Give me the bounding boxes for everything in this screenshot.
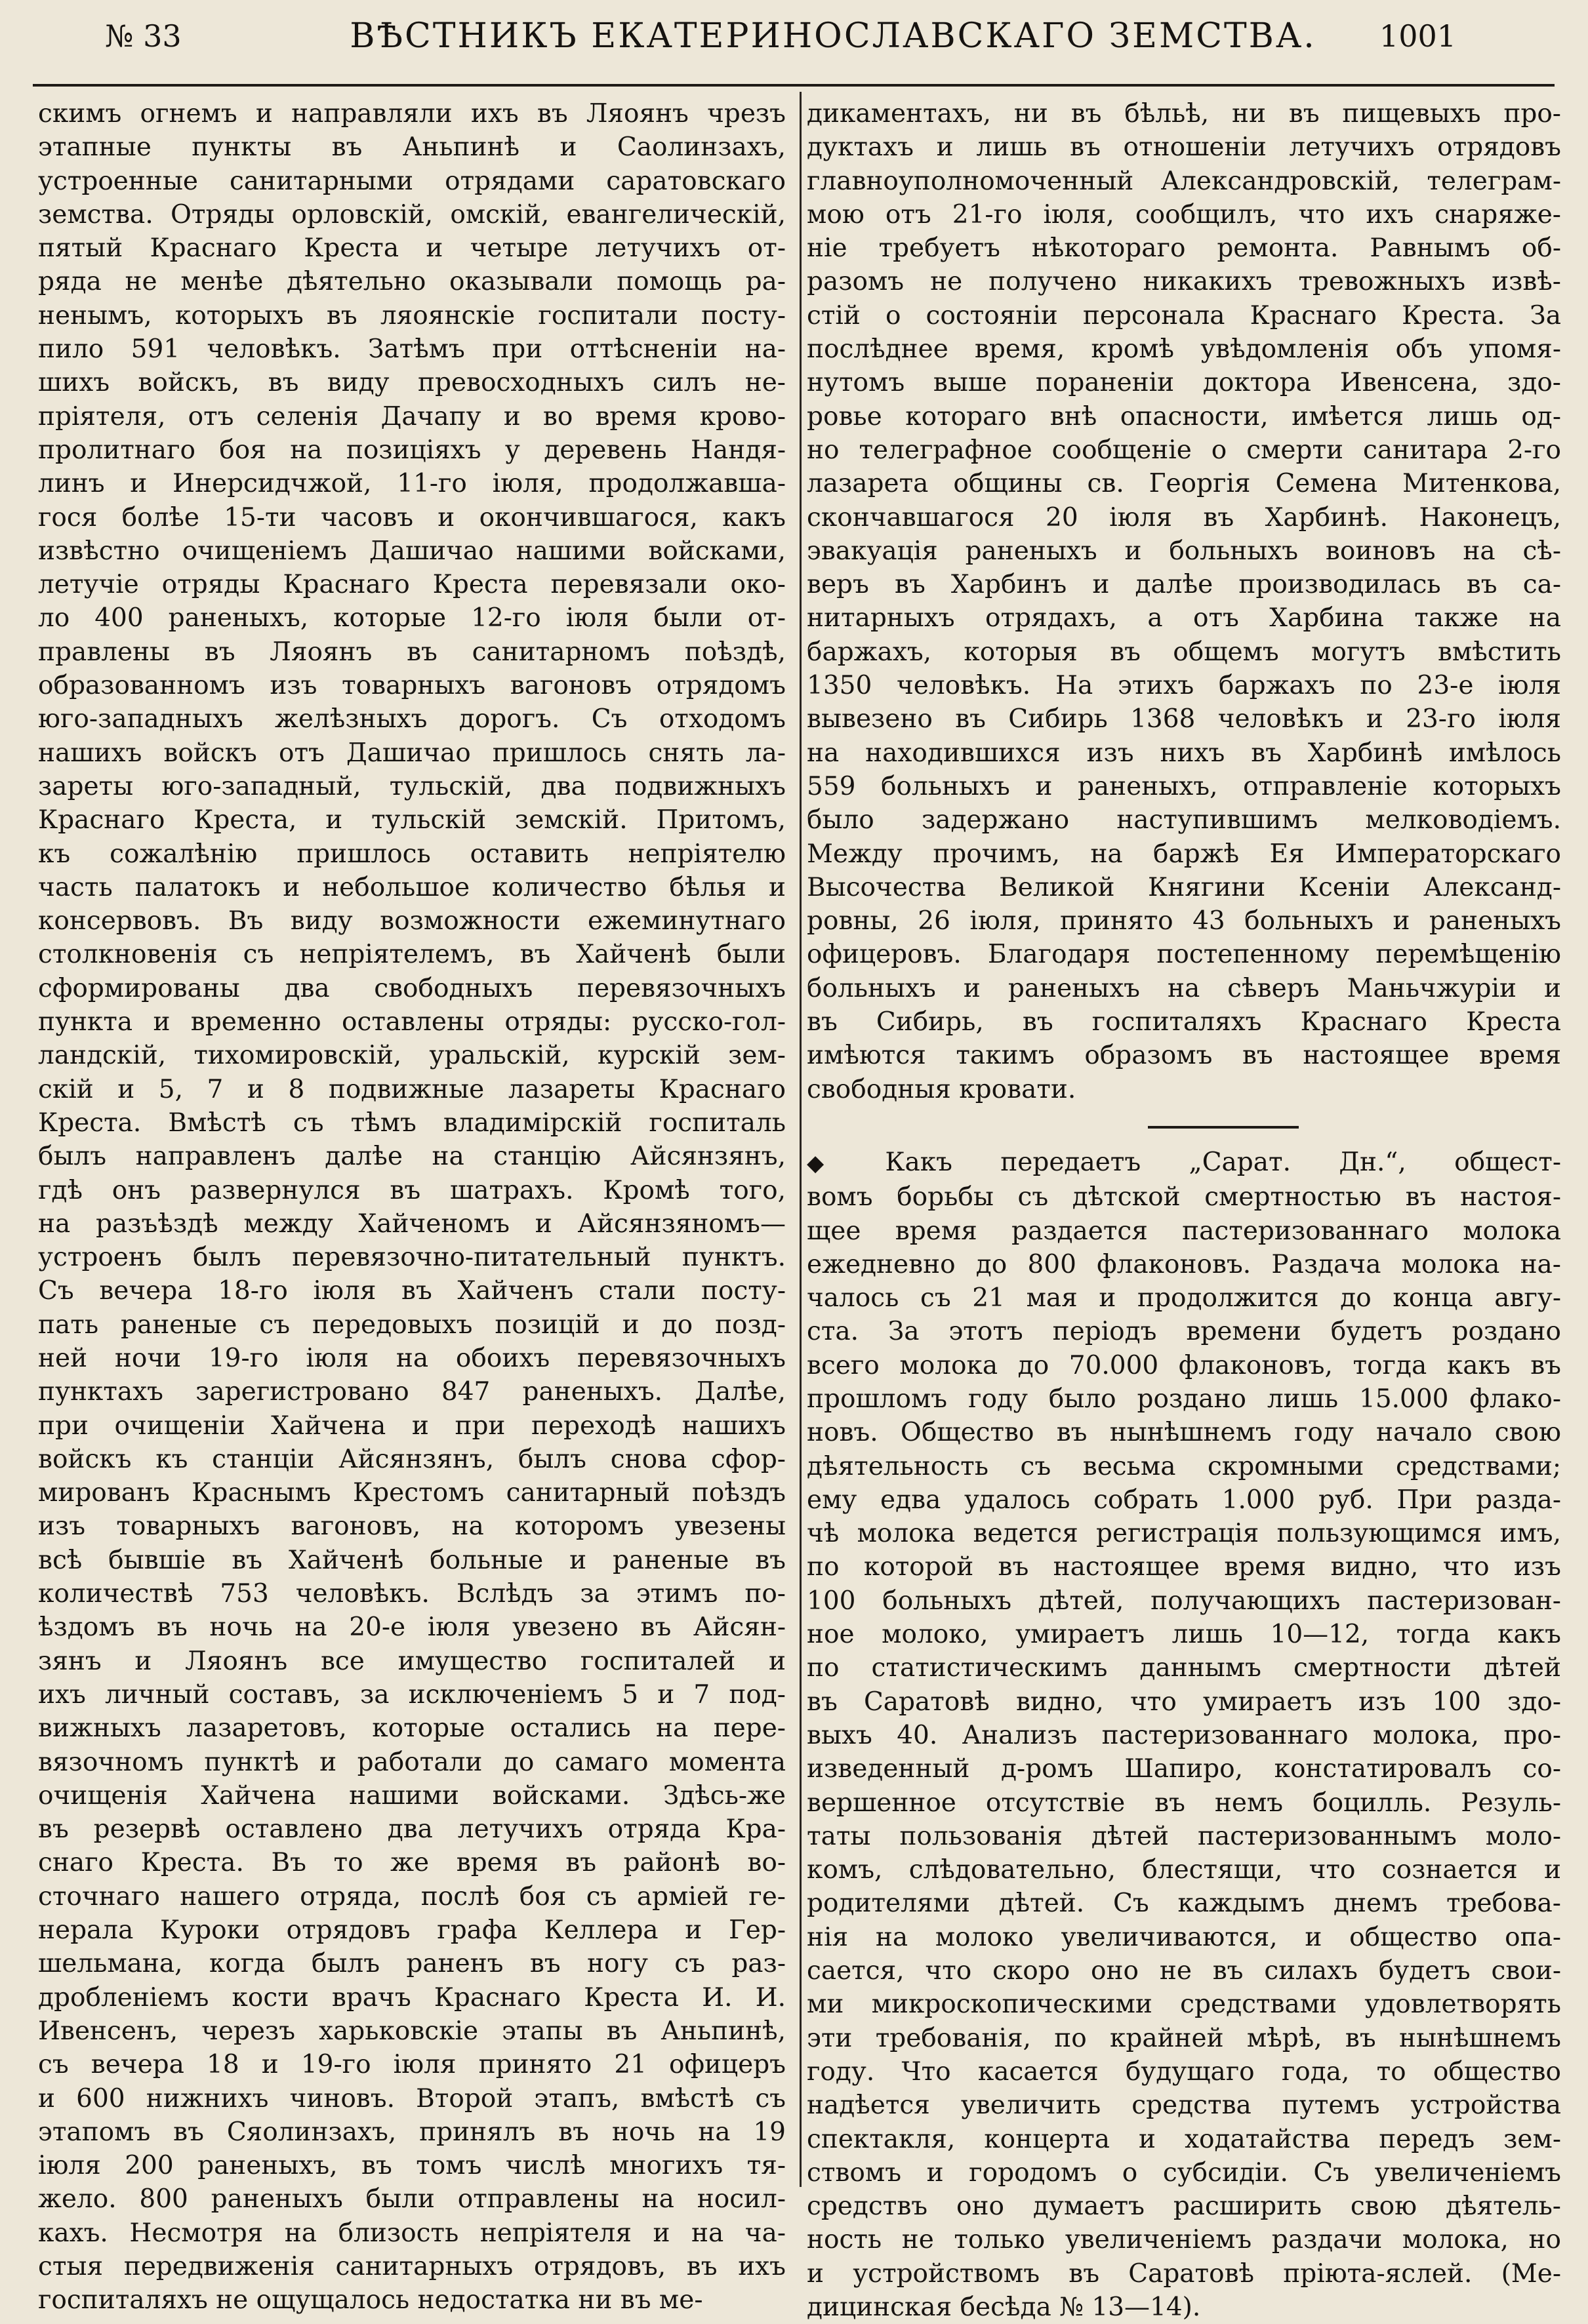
text-line: эвакуація раненыхъ и больныхъ воиновъ на сѣ- [807,536,1561,566]
text-line: іюля 200 раненыхъ, въ томъ числѣ многихъ тя- [38,2151,786,2181]
text-line: Креста. Вмѣстѣ съ тѣмъ владимірскій госпиталь [38,1108,786,1138]
text-line: стыя передвиженія санитарныхъ отрядовъ, въ ихъ [38,2252,786,2281]
milk-article [807,1146,1561,2324]
text-line: ніе требуетъ нѣкотораго ремонта. Равнымъ об- [807,233,1561,264]
text-line: ѣздомъ въ ночь на 20-е іюля увезено въ Айсян- [38,1613,786,1643]
text-line: извѣстно очищеніемъ Дашичао нашими войсками, [38,536,786,566]
text-line: новъ. Общество въ нынѣшнемъ году начало свою [807,1418,1561,1448]
text-line: и устройствомъ въ Саратовѣ пріюта-яслей. (Ме- [807,2258,1561,2289]
text-line: свободныя кровати. [807,1074,1076,1104]
text-line: пятый Краснаго Креста и четыре летучихъ от- [38,233,786,264]
text-line: веръ въ Харбинъ и далѣе производилась въ са- [807,570,1561,600]
text-line: лазарета общины св. Георгія Семена Митенкова, [807,469,1561,499]
text-line: имѣются такимъ образомъ въ настоящее время [807,1041,1561,1071]
text-line: земства. Отряды орловскій, омскій, евангелическій, [38,199,786,230]
text-line: году. Что касается будущаго года, то общество [807,2056,1561,2087]
text-line: выхъ 40. Анализъ пастеризованнаго молока, про- [807,1720,1561,1750]
text-line: жело. 800 раненыхъ были отправлены на носил- [38,2184,786,2214]
text-line: ста. За этотъ періодъ времени будетъ роздано [807,1317,1561,1347]
text-line: пролитнаго боя на позиціяхъ у деревень Нандя- [38,435,786,465]
text-line: мированъ Краснымъ Крестомъ санитарный поѣздъ [38,1478,786,1508]
text-line: скимъ огнемъ и направляли ихъ въ Ляоянъ чрезъ [38,99,786,129]
text-line: дуктахъ и лишь въ отношеніи летучихъ отрядовъ [807,132,1561,163]
text-line: сточнаго нашего отряда, послѣ боя съ арміей ге- [38,1881,786,1912]
text-line: прошломъ году было роздано лишь 15.000 флако- [807,1384,1561,1414]
text-line: вершенное отсутствіе въ немъ боцилль. Резуль- [807,1788,1561,1818]
text-line: ное молоко, умираетъ лишь 10—12, тогда какъ [807,1620,1561,1650]
text-line: ландскій, тихомировскій, уральскій, курскій зем- [38,1041,786,1071]
text-line: таты пользованія дѣтей пастеризованнымъ моло- [807,1821,1561,1851]
text-line: при очищеніи Хайчена и при переходѣ нашихъ [38,1411,786,1441]
text-line: изведенный д-ромъ Шапиро, констатировалъ со- [807,1754,1561,1784]
text-line: ми микроскопическими средствами удовлетворять [807,1990,1561,2020]
header-rule [33,84,1555,87]
text-line: вомъ борьбы съ дѣтской смертностью въ настоя- [807,1182,1561,1212]
text-line: сформированы два свободныхъ перевязочныхъ [38,973,786,1003]
issue-number: № 33 [105,18,182,54]
text-line: изъ товарныхъ вагоновъ, на которомъ увезены [38,1512,786,1542]
text-line: было задержано наступившимъ мелководіемъ. [807,805,1561,835]
text-line: надѣется увеличить средства путемъ устройства [807,2091,1561,2121]
text-line: по которой въ настоящее время видно, что изъ [807,1552,1561,1582]
text-line: ло 400 раненыхъ, которые 12-го іюля были от- [38,603,786,633]
text-line: нутомъ выше пораненіи доктора Ивенсена, здо- [807,368,1561,398]
column-divider [800,92,802,2187]
text-line: пило 591 человѣкъ. Затѣмъ при оттѣсненіи на- [38,334,786,365]
text-line: офицеровъ. Благодаря постепенному перемѣщенію [807,940,1561,970]
text-line: чѣ молока ведется регистрація пользующимся имъ, [807,1519,1561,1549]
text-line: дикаментахъ, ни въ бѣльѣ, ни въ пищевыхъ про- [807,99,1561,129]
text-line: ихъ личный составъ, за исключеніемъ 5 и 7 под- [38,1679,786,1710]
text-line: всѣ бывшіе въ Хайченѣ больные и раненые въ [38,1545,786,1575]
text-line: ему едва удалось собрать 1.000 руб. При разда- [807,1485,1561,1515]
text-line: средствъ оно думаетъ расширить свою дѣятель- [807,2192,1561,2222]
text-line: пункта и временно оставлены отряды: русско-гол- [38,1007,786,1037]
text-line: этапомъ въ Сяолинзахъ, принялъ въ ночь на 19 [38,2117,786,2147]
text-line: ежедневно до 800 флаконовъ. Раздача молока на- [807,1249,1561,1279]
text-line: ность не только увеличеніемъ раздачи молока, но [807,2225,1561,2255]
text-line: эти требованія, по крайней мѣрѣ, въ нынѣшнемъ [807,2023,1561,2053]
text-line: пать раненые съ передовыхъ позицій и до позд- [38,1310,786,1340]
text-line: комъ, слѣдовательно, блестящи, что сознается и [807,1855,1561,1885]
journal-title: ВѢСТНИКЪ ЕКАТЕРИНОСЛАВСКАГО ЗЕМСТВА. [350,16,1316,56]
text-line: щее время раздается пастеризованнаго молока [807,1216,1561,1246]
text-line: кахъ. Несмотря на близость непріятеля и на ча- [38,2218,786,2248]
text-line: ствомъ и городомъ о субсидіи. Съ увеличеніемъ [807,2157,1561,2188]
text-line: 100 больныхъ дѣтей, получающихъ пастеризован- [807,1586,1561,1616]
text-line: баржахъ, которыя въ общемъ могутъ вмѣстить [807,637,1561,667]
text-line: 1350 человѣкъ. На этихъ баржахъ по 23-е іюля [807,671,1561,701]
text-line: ровье котораго внѣ опасности, имѣется лишь од- [807,401,1561,431]
text-line: нія на молоко увеличиваются, и общество опа- [807,1922,1561,1952]
text-line: зянъ и Ляоянъ все имущество госпиталей и [38,1646,786,1676]
text-line: зареты юго-западный, тульскій, два подвижныхъ [38,771,786,801]
text-line: въ Саратовѣ видно, что умираетъ изъ 100 здо- [807,1687,1561,1717]
text-line: столкновенія съ непріятелемъ, въ Хайченѣ были [38,940,786,970]
text-line: консервовъ. Въ виду возможности ежеминутнаго [38,906,786,936]
text-line: правлены въ Ляоянъ въ санитарномъ поѣздѣ, [38,637,786,667]
text-line: очищенія Хайчена нашими войсками. Здѣсь-же [38,1780,786,1811]
text-line: послѣднее время, кромѣ увѣдомленія объ упомя- [807,334,1561,365]
text-line: пріятеля, отъ селенія Дачапу и во время крово- [38,401,786,431]
text-line: и 600 нижнихъ чиновъ. Второй этапъ, вмѣстѣ съ [38,2083,786,2114]
text-line: больныхъ и раненыхъ на сѣверъ Маньчжуріи и [807,973,1561,1003]
text-line: Краснаго Креста, и тульскій земскій. Притомъ, [38,805,786,835]
text-line: дѣятельность съ весьма скромными средствами; [807,1451,1561,1481]
text-line: вижныхъ лазаретовъ, которые остались на пере- [38,1713,786,1744]
text-line: скій и 5, 7 и 8 подвижные лазареты Краснаго [38,1074,786,1104]
text-line: стій о состояніи персонала Краснаго Креста. За [807,300,1561,331]
text-line: на находившихся изъ нихъ въ Харбинѣ имѣлось [807,738,1561,768]
text-line: главноуполномоченный Александровскій, телеграм- [807,166,1561,196]
text-line: въ Сибирь, въ госпиталяхъ Краснаго Креста [807,1007,1561,1037]
text-line: гдѣ онъ развернулся въ шатрахъ. Кромѣ того, [38,1175,786,1205]
text-line: дицинская бесѣда № 13—14). [807,2293,1201,2322]
text-line: вывезено въ Сибирь 1368 человѣкъ и 23-го іюля [807,704,1561,734]
text-line: войскъ къ станціи Айсянзянъ, былъ снова сфор- [38,1444,786,1474]
text-line: разомъ не получено никакихъ тревожныхъ извѣ- [807,267,1561,297]
text-line: въ резервѣ оставлено два летучихъ отряда Кра- [38,1814,786,1845]
text-line: родителями дѣтей. Съ каждымъ днемъ требова- [807,1889,1561,1919]
text-line: снаго Креста. Въ то же время въ районѣ во- [38,1848,786,1878]
text-line: шельмана, когда былъ раненъ въ ногу съ раз- [38,1949,786,1979]
text-line: скончавшагося 20 іюля въ Харбинѣ. Наконецъ, [807,502,1561,532]
text-line: дробленіемъ кости врачъ Краснаго Креста И. И. [38,1982,786,2013]
text-line: устроенные санитарными отрядами саратовскаго [38,166,786,196]
text-line: юго-западныхъ желѣзныхъ дорогъ. Съ отходомъ [38,704,786,734]
text-line: ненымъ, которыхъ въ ляоянскіе госпитали посту- [38,300,786,331]
text-line: Съ вечера 18-го іюля въ Хайченъ стали посту- [38,1276,786,1306]
text-line: госпиталяхъ не ощущалось недостатка ни въ ме- [38,2285,703,2315]
text-line: чалось съ 21 мая и продолжится до конца авгу- [807,1283,1561,1313]
text-line: съ вечера 18 и 19-го іюля принято 21 офицеръ [38,2050,786,2080]
text-line: ◆ Какъ передаетъ „Сарат. Дн.“, общест- [807,1146,1561,1180]
text-line: ряда не менѣе дѣятельно оказывали помощь ра- [38,267,786,297]
text-line: всего молока до 70.000 флаконовъ, тогда какъ въ [807,1350,1561,1380]
text-line: сается, что скоро оно не въ силахъ будетъ свои- [807,1956,1561,1986]
page-number: 1001 [1379,18,1456,54]
text-line: Высочества Великой Княгини Ксеніи Александ- [807,872,1561,902]
text-line: спектакля, концерта и ходатайства передъ зем- [807,2124,1561,2154]
text-line: часть палатокъ и небольшое количество бѣлья и [38,872,786,902]
text-line: нитарныхъ отрядахъ, а отъ Харбина также на [807,603,1561,633]
text-line: количествѣ 753 человѣкъ. Вслѣдъ за этимъ по- [38,1579,786,1609]
text-line: гося болѣе 15-ти часовъ и окончившагося, какъ [38,502,786,532]
text-line: пунктахъ зарегистровано 847 раненыхъ. Далѣе, [38,1377,786,1407]
text-line: летучіе отряды Краснаго Креста перевязали око- [38,570,786,600]
text-line: но телеграфное сообщеніе о смерти санитара 2-го [807,435,1561,465]
text-line: мою отъ 21-го іюля, сообщилъ, что ихъ снаряже- [807,199,1561,230]
section-separator [1148,1126,1299,1129]
text-line: Ивенсенъ, черезъ харьковскіе этапы въ Аньпинѣ, [38,2016,786,2046]
text-line: образованномъ изъ товарныхъ вагоновъ отрядомъ [38,671,786,701]
text-line: шихъ войскъ, въ виду превосходныхъ силъ не- [38,368,786,398]
text-line: линъ и Инерсидчжой, 11-го іюля, продолжавша- [38,469,786,499]
left-column [38,97,786,2317]
page-header [98,14,1482,58]
text-line: этапные пункты въ Аньпинѣ и Саолинзахъ, [38,132,786,163]
text-line: былъ направленъ далѣе на станцію Айсянзянъ, [38,1142,786,1172]
text-line: по статистическимъ даннымъ смертности дѣтей [807,1653,1561,1683]
fleuron-icon: ◆ [807,1150,825,1176]
red-cross-report-continued [807,97,1561,1106]
text-line: къ сожалѣнію пришлось оставить непріятелю [38,839,786,869]
text-line: Между прочимъ, на баржѣ Ея Императорскаго [807,839,1561,869]
right-column [807,97,1561,2324]
text-line: нерала Куроки отрядовъ графа Келлера и Гер- [38,1915,786,1946]
text-line: устроенъ былъ перевязочно-питательный пунктъ. [38,1243,786,1273]
text-line: 559 больныхъ и раненыхъ, отправленіе которыхъ [807,771,1561,801]
text-line: вязочномъ пунктѣ и работали до самаго момента [38,1747,786,1777]
text-line: ровны, 26 іюля, принято 43 больныхъ и раненыхъ [807,906,1561,936]
text-line: нашихъ войскъ отъ Дашичао пришлось снять ла- [38,738,786,768]
text-line: на разъѣздѣ между Хайченомъ и Айсянзяномъ— [38,1209,786,1239]
text-line: ней ночи 19-го іюля на обоихъ перевязочныхъ [38,1343,786,1373]
